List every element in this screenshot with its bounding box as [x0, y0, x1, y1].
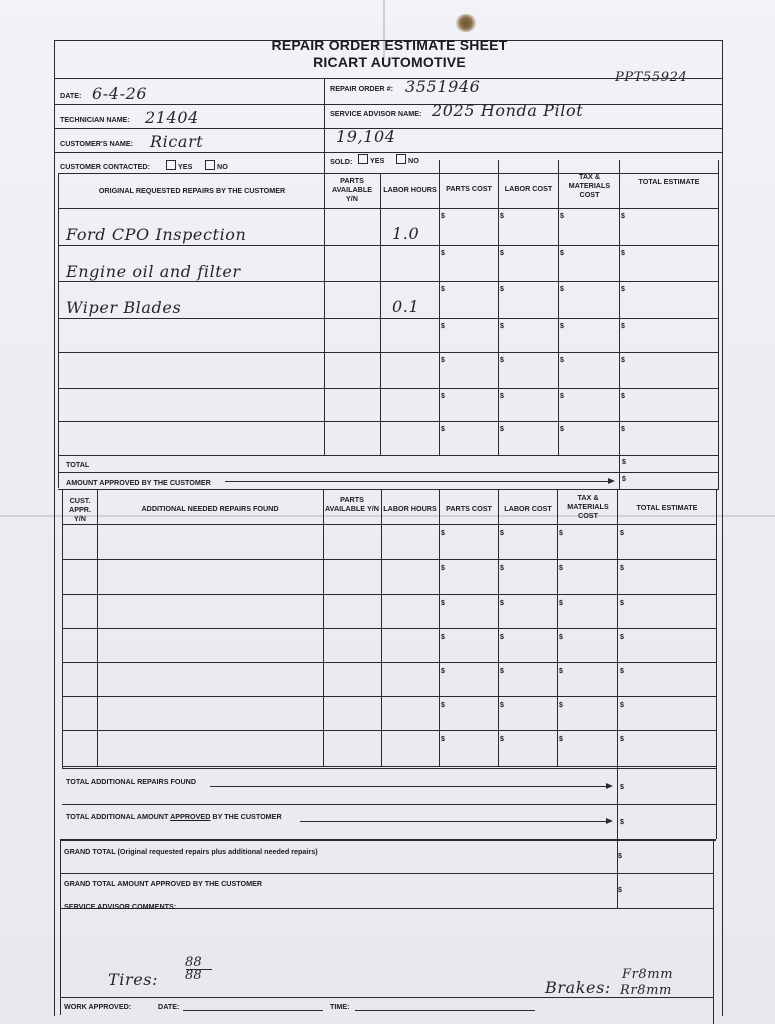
cust-appr-header: CUST. APPR. Y/N: [69, 496, 91, 523]
additional-row-dollar: $: [441, 668, 445, 675]
paper-stain: [455, 14, 477, 32]
mileage-value: 19,104: [336, 127, 396, 146]
sold-yes-checkbox[interactable]: [358, 154, 368, 164]
contacted-no-checkbox[interactable]: [205, 160, 215, 170]
original-row-dollar: $: [560, 426, 564, 433]
total-dollar: $: [622, 459, 626, 466]
original-repair-text: Engine oil and filter: [66, 262, 241, 281]
additional-row-dollar: $: [559, 668, 563, 675]
brakes-front-value: Fr8mm: [622, 967, 674, 982]
additional-row-divider: [62, 628, 716, 629]
additional-row-dollar: $: [500, 668, 504, 675]
additional-row-dollar: $: [620, 668, 624, 675]
original-row-dollar: $: [500, 426, 504, 433]
additional-row-dollar: $: [559, 634, 563, 641]
total-additional-approved-label: TOTAL ADDITIONAL AMOUNT APPROVED BY THE CUSTOMER: [66, 812, 282, 821]
additional-row-dollar: $: [500, 634, 504, 641]
additional-row-divider: [62, 594, 716, 595]
original-row-divider: [58, 455, 718, 456]
total-additional-found-dollar: $: [620, 784, 624, 791]
original-row-divider: [58, 245, 718, 246]
original-row-divider: [58, 318, 718, 319]
grand-approved-label: GRAND TOTAL AMOUNT APPROVED BY THE CUSTOMER: [64, 879, 263, 888]
additional-row-divider: [62, 730, 716, 731]
additional-row-divider: [62, 696, 716, 697]
original-row-dollar: $: [441, 393, 445, 400]
amount-approved-label: AMOUNT APPROVED BY THE CUSTOMER: [66, 478, 211, 487]
original-row-dollar: $: [500, 213, 504, 220]
additional-row-dollar: $: [620, 565, 624, 572]
service-advisor-value: 2025 Honda Pilot: [432, 101, 584, 120]
sold-yes-label: YES: [370, 156, 385, 165]
additional-row-dollar: $: [500, 530, 504, 537]
original-row-dollar: $: [560, 250, 564, 257]
original-row-dollar: $: [441, 426, 445, 433]
sold-no-label: NO: [408, 156, 419, 165]
original-row-dollar: $: [621, 357, 625, 364]
original-row-dollar: $: [560, 213, 564, 220]
total-additional-found-label: TOTAL ADDITIONAL REPAIRS FOUND: [66, 777, 197, 786]
original-row-divider: [58, 281, 718, 282]
additional-row-divider: [62, 559, 716, 560]
original-row-dollar: $: [621, 426, 625, 433]
footer-time-label: TIME:: [330, 1002, 350, 1011]
additional-row-dollar: $: [441, 530, 445, 537]
service-advisor-label: SERVICE ADVISOR NAME:: [330, 109, 422, 118]
tires-top-value: 8 8: [185, 955, 200, 970]
original-row-dollar: $: [560, 323, 564, 330]
brakes-rear-value: Rr8mm: [620, 983, 672, 998]
technician-value: 21404: [145, 108, 199, 127]
additional-row-dollar: $: [620, 736, 624, 743]
additional-row-dollar: $: [500, 565, 504, 572]
additional-row-dollar: $: [500, 702, 504, 709]
original-labor-hours-value: 0.1: [392, 297, 420, 316]
original-row-dollar: $: [441, 357, 445, 364]
original-row-dollar: $: [441, 250, 445, 257]
original-row-dollar: $: [621, 213, 625, 220]
repair-order-value: 3551946: [405, 77, 481, 96]
add-parts-available-header: PARTS AVAILABLE Y/N: [325, 495, 379, 513]
additional-row-dollar: $: [441, 565, 445, 572]
form-subtitle: RICART AUTOMOTIVE: [313, 54, 466, 70]
original-row-dollar: $: [500, 393, 504, 400]
customer-name-label: CUSTOMER'S NAME:: [60, 139, 134, 148]
footer-date-label: DATE:: [158, 1002, 180, 1011]
additional-row-dollar: $: [620, 600, 624, 607]
additional-row-dollar: $: [441, 736, 445, 743]
original-row-dollar: $: [560, 286, 564, 293]
additional-row-dollar: $: [559, 530, 563, 537]
brakes-label: Brakes:: [545, 978, 611, 997]
original-row-dollar: $: [621, 393, 625, 400]
add-tax-materials-header: TAX & MATERIALS COST: [567, 493, 609, 520]
original-row-dollar: $: [621, 286, 625, 293]
total-estimate-header: TOTAL ESTIMATE: [638, 177, 700, 186]
additional-repairs-header: ADDITIONAL NEEDED REPAIRS FOUND: [141, 504, 279, 513]
additional-row-dollar: $: [620, 702, 624, 709]
additional-row-dollar: $: [620, 634, 624, 641]
repair-order-label: REPAIR ORDER #:: [330, 84, 393, 93]
original-row-divider: [58, 388, 718, 389]
additional-row-dollar: $: [620, 530, 624, 537]
additional-row-dollar: $: [441, 634, 445, 641]
original-row-dollar: $: [500, 357, 504, 364]
customer-contacted-label: CUSTOMER CONTACTED:: [60, 162, 150, 171]
total-label: TOTAL: [66, 460, 90, 469]
additional-row-dollar: $: [500, 600, 504, 607]
original-row-dollar: $: [441, 323, 445, 330]
customer-name-value: Ricart: [150, 132, 204, 151]
comments-label: SERVICE ADVISOR COMMENTS:: [64, 902, 177, 911]
add-labor-cost-header: LABOR COST: [504, 504, 552, 513]
original-row-dollar: $: [560, 393, 564, 400]
original-labor-hours-value: 1.0: [392, 224, 420, 243]
contacted-no-label: NO: [217, 162, 228, 171]
original-row-dollar: $: [500, 323, 504, 330]
add-labor-hours-header: LABOR HOURS: [383, 504, 437, 513]
form-title: REPAIR ORDER ESTIMATE SHEET: [271, 37, 508, 53]
tax-materials-header: TAX & MATERIALS COST: [568, 172, 611, 199]
parts-available-header: PARTS AVAILABLE Y/N: [331, 176, 373, 203]
original-row-dollar: $: [621, 250, 625, 257]
sold-label: SOLD:: [330, 157, 353, 166]
additional-row-divider: [62, 662, 716, 663]
date-label: DATE:: [60, 91, 82, 100]
additional-row-dollar: $: [441, 702, 445, 709]
approved-dollar: $: [622, 476, 626, 483]
date-value: 6-4-26: [92, 84, 148, 103]
tires-label: Tires:: [108, 970, 159, 989]
original-row-dollar: $: [621, 323, 625, 330]
additional-row-dollar: $: [559, 702, 563, 709]
original-repairs-header: ORIGINAL REQUESTED REPAIRS BY THE CUSTOMER: [98, 186, 286, 195]
original-repair-text: Wiper Blades: [66, 298, 182, 317]
contacted-yes-label: YES: [178, 162, 193, 171]
grand-approved-dollar: $: [618, 887, 622, 894]
original-row-dollar: $: [500, 250, 504, 257]
original-row-dollar: $: [441, 286, 445, 293]
additional-row-dollar: $: [441, 600, 445, 607]
labor-hours-header: LABOR HOURS: [383, 185, 437, 194]
total-additional-approved-dollar: $: [620, 819, 624, 826]
add-parts-cost-header: PARTS COST: [446, 504, 492, 513]
technician-label: TECHNICIAN NAME:: [60, 115, 130, 124]
ro-extra-value: PPT55924: [615, 70, 688, 85]
additional-row-dollar: $: [559, 565, 563, 572]
footer-date-line[interactable]: [183, 1010, 323, 1011]
labor-cost-header: LABOR COST: [504, 184, 553, 193]
contacted-yes-checkbox[interactable]: [166, 160, 176, 170]
additional-row-divider: [62, 766, 716, 767]
original-row-dollar: $: [560, 357, 564, 364]
sold-no-checkbox[interactable]: [396, 154, 406, 164]
additional-row-dollar: $: [559, 736, 563, 743]
original-row-divider: [58, 352, 718, 353]
original-row-divider: [58, 421, 718, 422]
original-repair-text: Ford CPO Inspection: [66, 225, 247, 244]
tires-bottom-value: 8 8: [185, 968, 200, 983]
parts-cost-header: PARTS COST: [446, 184, 492, 193]
grand-total-dollar: $: [618, 853, 622, 860]
work-approved-label: WORK APPROVED:: [64, 1002, 132, 1011]
additional-row-dollar: $: [500, 736, 504, 743]
add-total-estimate-header: TOTAL ESTIMATE: [636, 503, 698, 512]
grand-total-label: GRAND TOTAL (Original requested repairs plus additional needed repairs): [64, 847, 318, 856]
additional-row-dollar: $: [559, 600, 563, 607]
footer-time-line[interactable]: [355, 1010, 535, 1011]
original-row-dollar: $: [441, 213, 445, 220]
original-row-dollar: $: [500, 286, 504, 293]
